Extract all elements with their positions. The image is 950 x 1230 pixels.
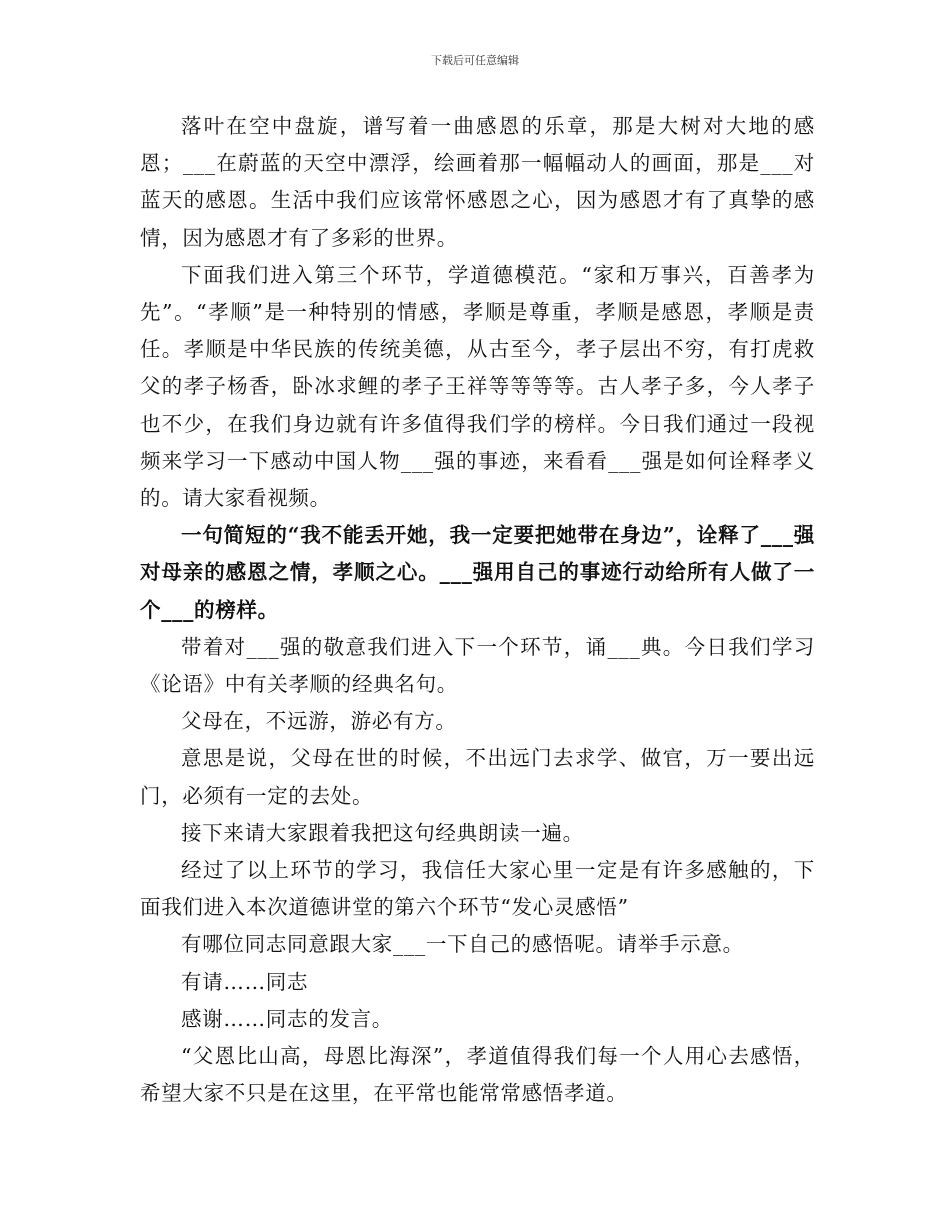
paragraph-classics-intro: 带着对___强的敬意我们进入下一个环节，诵___典。今日我们学习《论语》中有关孝顺的经典名句。 xyxy=(140,634,815,697)
paragraph-invite-share: 有哪位同志同意跟大家___一下自己的感悟呢。请举手示意。 xyxy=(181,932,744,957)
paragraph-invite-speaker: 有请……同志 xyxy=(181,969,309,994)
paragraph-sixth-section: 经过了以上环节的学习，我信任大家心里一定是有许多感触的，下面我们进入本次道德讲堂的第六个环节“发心灵感悟” xyxy=(140,858,815,920)
paragraph-bold-quote: 一句简短的“我不能丢开她，我一定要把她带在身边”，诠释了___强对母亲的感恩之情，孝顺之心。___强用自己的事迹行动给所有人做了一个___的榜样。 xyxy=(140,523,815,622)
paragraph-moral-model: 下面我们进入第三个环节，学道德模范。“家和万事兴，百善孝为先”。“孝顺”是一种特别的情感，孝顺是尊重，孝顺是感恩，孝顺是责任。孝顺是中华民族的传统美德，从古至今，孝子层出不穷，有打虎救父的孝子杨香，卧冰求鲤的孝子王祥等等等等。古人孝子多，今人孝子也不少，在我们身边就有许多值得我们学的榜样。今日我们通过一段视频来学习一下感动中国人物___强的事迹，来看看___强是如何诠释孝义的。请大家看视频。 xyxy=(140,262,815,511)
paragraph-thank-speaker: 感谢……同志的发言。 xyxy=(181,1006,393,1031)
paragraph-quote-meaning: 意思是说，父母在世的时候，不出远门去求学、做官，万一要出远门，必须有一定的去处。 xyxy=(140,746,815,808)
paragraph-analects-quote: 父母在，不远游，游必有方。 xyxy=(181,709,457,734)
paragraph-read-aloud: 接下来请大家跟着我把这句经典朗读一遍。 xyxy=(181,820,584,845)
paragraph-gratitude-intro: 落叶在空中盘旋，谱写着一曲感恩的乐章，那是大树对大地的感恩；___在蔚蓝的天空中漂浮，绘画着那一幅幅动人的画面，那是___对蓝天的感恩。生活中我们应该常怀感恩之心，因为感恩才有了真挚的感情，因为感恩才有了多彩的世界。 xyxy=(140,114,815,250)
paragraph-closing: “父恩比山高，母恩比海深”，孝道值得我们每一个人用心去感悟，希望大家不只是在这里，在平常也能常常感悟孝道。 xyxy=(140,1044,815,1106)
document-body xyxy=(140,108,815,1112)
page-header: 下载后可任意编辑 xyxy=(431,54,519,67)
